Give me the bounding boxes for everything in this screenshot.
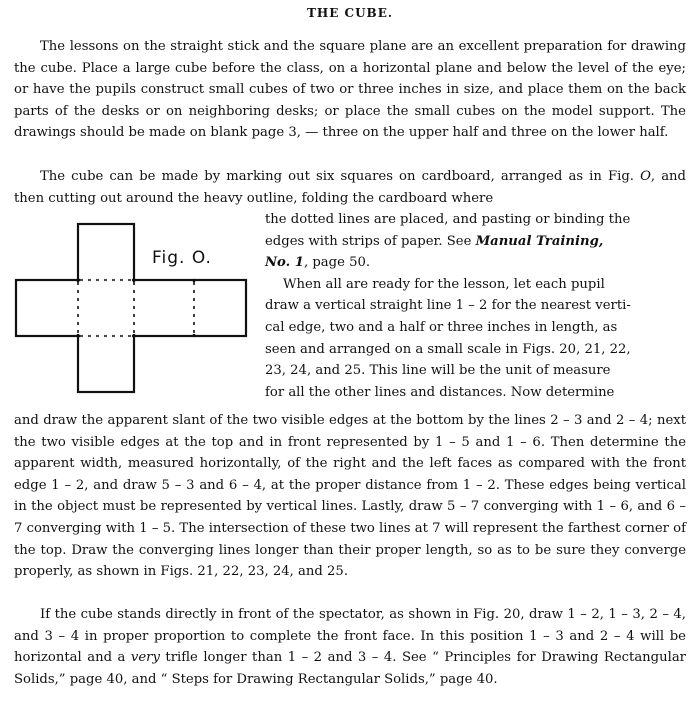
emphasis-very: very <box>130 650 160 666</box>
net-square-right <box>134 280 194 336</box>
net-square-far-right <box>194 280 246 336</box>
cube-net-figure <box>12 218 262 396</box>
wrap-line-3 <box>265 252 686 274</box>
wrap-line-7: seen and arranged on a small scale in Figs. 20, 21, 22, <box>265 341 631 357</box>
manual-training-number: No. 1 <box>265 255 304 271</box>
wrap-line-5: draw a vertical straight line 1 – 2 for the nearest verti- <box>265 298 631 314</box>
net-square-center <box>78 280 134 336</box>
net-square-top <box>78 224 134 280</box>
fold-line-gaps <box>78 280 194 336</box>
net-square-left <box>16 280 78 336</box>
wrap-line-1: the dotted lines are placed, and pasting or binding the <box>265 212 631 227</box>
figure-label: Fig. O. <box>152 248 212 268</box>
wrap-line-2 <box>265 231 686 253</box>
paragraph-front-view-text-b: trifle longer than 1 – 2 and 3 – 4. See “ Principles for Drawing Rectangular Solids,” page 40, and “ Steps for Drawing Rectangular Solids,” page 40. <box>14 650 686 687</box>
paragraph-front-view <box>14 604 686 690</box>
paragraph-cube-construction <box>14 166 686 209</box>
wrap-line-8: 23, 24, and 25. This line will be the unit of measure <box>265 363 611 379</box>
paragraph-front-view-text-a: If the cube stands directly in front of the spectator, as shown in Fig. 20, draw 1 – 2, 1 – 3, 2 – 4, and 3 – 4 in proper proportion to complete the front face. In this position 1 – 3 and 2 – 4 will be horizontal and a <box>14 607 686 666</box>
wrap-line-3-text: , page 50. <box>303 255 371 271</box>
page-title: THE CUBE. <box>306 6 394 20</box>
paragraph-cube-construction-text-a: The cube can be made by marking out six squares on cardboard, arranged as in Fig. <box>40 169 641 184</box>
fold-lines-dotted <box>78 280 194 336</box>
wrap-line-4: When all are ready for the lesson, let each pupil <box>283 276 605 292</box>
wrap-line-9: for all the other lines and distances. Now determine <box>265 384 615 400</box>
paragraph-cube-construction-text-b: , and then cutting out around the heavy outline, folding the cardboard where <box>14 169 686 206</box>
wrap-line-6: cal edge, two and a half or three inches in length, as <box>265 319 618 335</box>
net-square-bottom <box>78 336 134 392</box>
manual-training-reference: Manual Training, <box>475 233 604 249</box>
wrap-line-2-text: edges with strips of paper. See <box>265 233 476 249</box>
paragraph-steps: and draw the apparent slant of the two visible edges at the bottom by the lines 2 – 3 and 2 – 4; next the two visible edges at the top and in front represented by 1 – 5 and 1 – 6. Then determine the apparent width, measured horizontally, of the right and the left faces as compared with the front edge 1 – 2, and draw 5 – 3 and 6 – 4, at the proper distance from 1 – 2. These edges being vertical in the object must be represented by vertical lines. Lastly, draw 5 – 7 converging with 1 – 6, and 6 – 7 converging with 1 – 5. The intersection of these two lines at 7 will represent the farthest corner of the top. Draw the converging lines longer than their proper length, so as to be sure they converge properly, as shown in Figs. 21, 22, 23, 24, and 25. <box>14 413 686 580</box>
paragraph-intro: The lessons on the straight stick and the square plane are an excellent preparation for drawing the cube. Place a large cube before the class, on a horizontal plane and below the level of the eye; or have the pupils construct small cubes of two or three inches in size, and place them on the back parts of the desks or on neighboring desks; or place the small cubes on the model support. The drawings should be made on blank page 3, — three on the upper half and three on the lower half. <box>14 39 686 141</box>
fig-reference: O <box>640 169 651 184</box>
paragraph-wrap-right <box>265 209 686 403</box>
